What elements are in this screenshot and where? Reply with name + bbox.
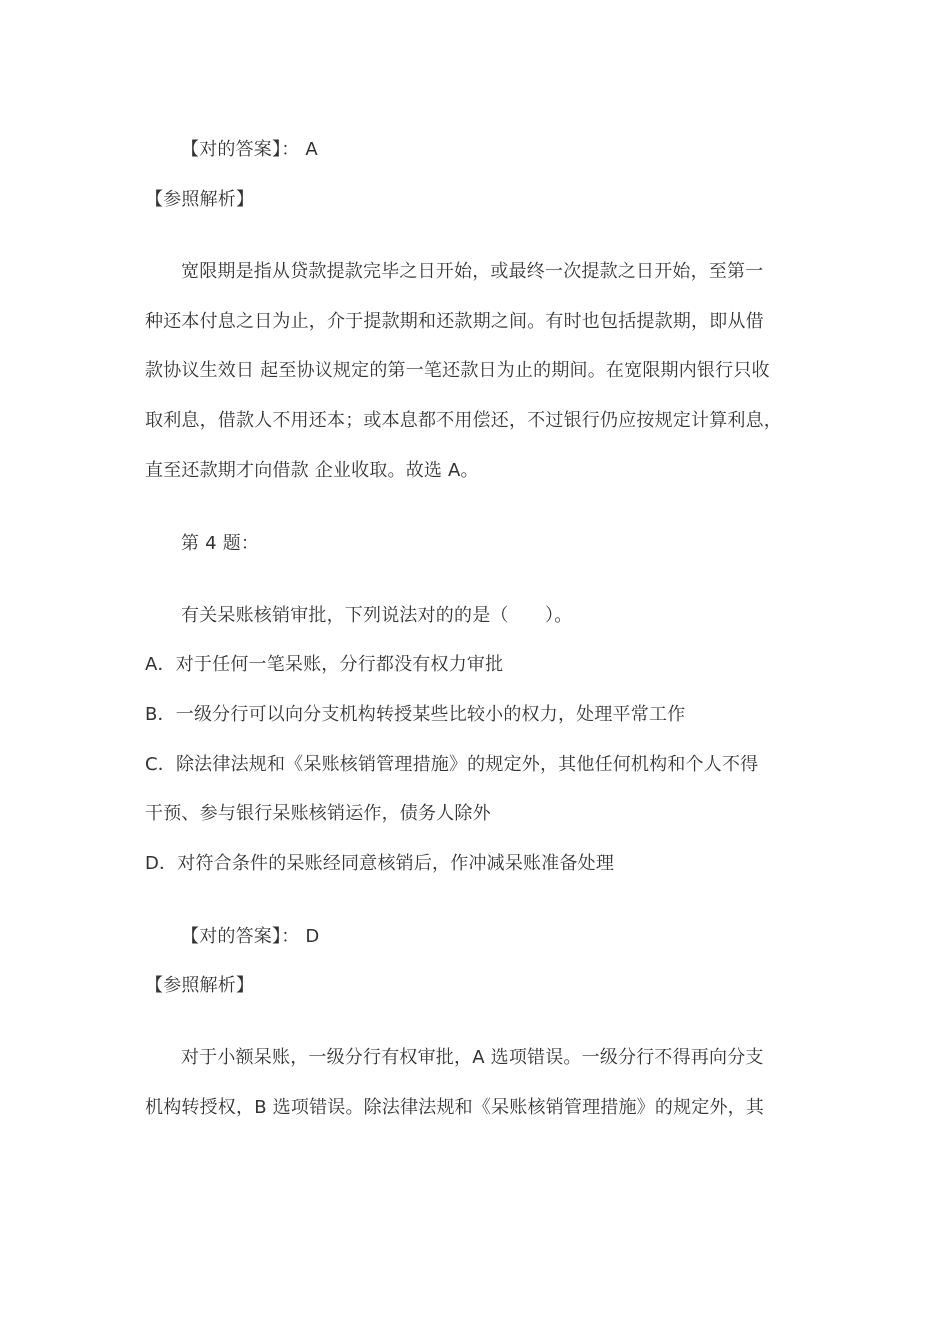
q3-analysis-label: 【参照解析】 — [145, 189, 255, 210]
q4-option-c-continued: 干预、参与银行呆账核销运作，债务人除外 — [145, 803, 491, 824]
q4-option-d: D．对符合条件的呆账经同意核销后，作冲减呆账准备处理 — [145, 853, 615, 874]
q4-option-a: A．对于任何一笔呆账，分行都没有权力审批 — [145, 654, 504, 675]
q4-heading: 第 4 题： — [181, 533, 260, 554]
q4-stem: 有关呆账核销审批，下列说法对的的是（ ）。 — [181, 605, 573, 626]
q4-answer: 【对的答案】： D — [181, 926, 320, 947]
q4-option-c: C．除法律法规和《呆账核销管理措施》的规定外，其他任何机构和个人不得 — [145, 754, 759, 775]
q4-analysis-line: 对于小额呆账，一级分行有权审批，A 选项错误。一级分行不得再向分支 — [181, 1047, 764, 1068]
q3-analysis-line: 种还本付息之日为止，介于提款期和还款期之间。有时也包括提款期，即从借 — [145, 311, 764, 332]
q4-analysis-line: 机构转授权，B 选项错误。除法律法规和《呆账核销管理措施》的规定外，其 — [145, 1097, 765, 1118]
q3-analysis-line: 款协议生效日 起至协议规定的第一笔还款日为止的期间。在宽限期内银行只收 — [145, 360, 770, 381]
q3-analysis-line: 取利息，借款人不用还本；或本息都不用偿还，不过银行仍应按规定计算利息， — [145, 410, 782, 431]
q4-analysis-label: 【参照解析】 — [145, 975, 255, 996]
q3-analysis-line: 直至还款期才向借款 企业收取。故选 A。 — [145, 460, 479, 481]
q4-option-b: B．一级分行可以向分支机构转授某些比较小的权力，处理平常工作 — [145, 704, 686, 725]
q3-answer: 【对的答案】： A — [181, 139, 318, 160]
q3-analysis-line: 宽限期是指从贷款提款完毕之日开始，或最终一次提款之日开始，至第一 — [181, 261, 764, 282]
